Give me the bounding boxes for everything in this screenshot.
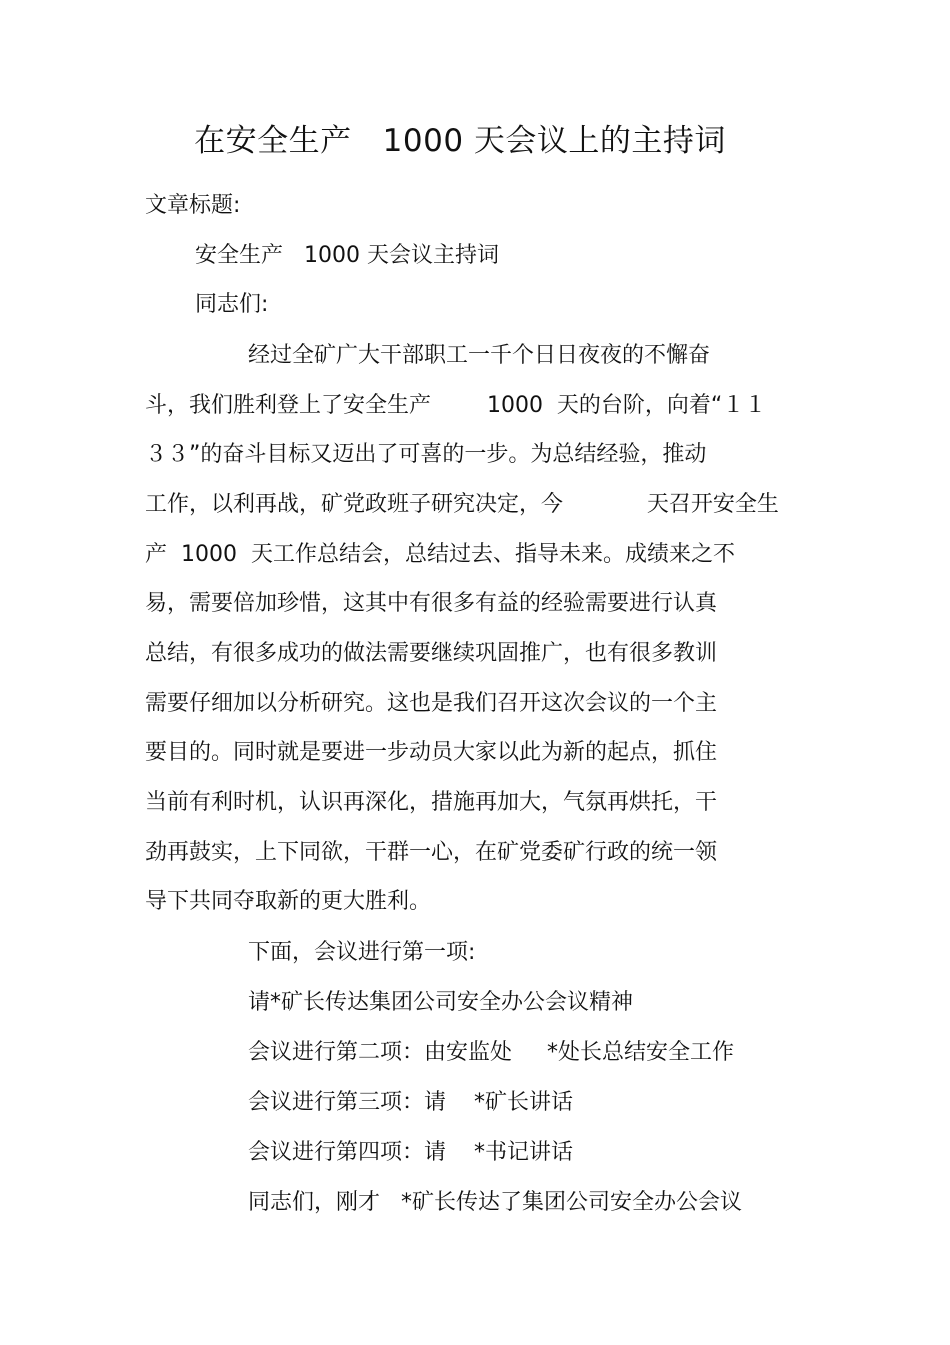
- paragraph-line: 产 1000 天工作总结会，总结过去、指导未来。成绩来之不: [145, 542, 735, 567]
- paragraph-line: 经过全矿广大干部职工一千个日日夜夜的不懈奋: [248, 343, 711, 368]
- paragraph-line: 需要仔细加以分析研究。这也是我们召开这次会议的一个主: [145, 691, 718, 716]
- agenda-line: 下面，会议进行第一项:: [248, 940, 476, 965]
- paragraph-line: 导下共同夺取新的更大胜利。: [145, 889, 432, 914]
- paragraph-line: 劲再鼓实，上下同欲，干群一心，在矿党委矿行政的统一领: [145, 840, 718, 865]
- paragraph-line: 要目的。同时就是要进一步动员大家以此为新的起点，抓住: [145, 740, 718, 765]
- agenda-line: 同志们，刚才 *矿长传达了集团公司安全办公会议: [248, 1190, 742, 1215]
- agenda-line: 会议进行第三项：请 *矿长讲话: [248, 1090, 573, 1115]
- paragraph-line: ３３”的奋斗目标又迈出了可喜的一步。为总结经验，推动: [145, 442, 707, 467]
- paragraph-line: 工作，以利再战，矿党政班子研究决定，今 天召开安全生: [145, 492, 779, 517]
- salutation: 同志们:: [195, 292, 269, 317]
- subtitle-line: 安全生产 1000 天会议主持词: [195, 243, 499, 268]
- paragraph-line: 总结，有很多成功的做法需要继续巩固推广，也有很多教训: [145, 641, 718, 666]
- paragraph-line: 斗，我们胜利登上了安全生产 1000 天的台阶，向着“１１: [145, 393, 767, 418]
- document-title: 在安全生产 1000 天会议上的主持词: [194, 123, 726, 159]
- agenda-line: 会议进行第二项：由安监处 *处长总结安全工作: [248, 1040, 734, 1065]
- paragraph-line: 易，需要倍加珍惜，这其中有很多有益的经验需要进行认真: [145, 591, 718, 616]
- label-line: 文章标题:: [145, 193, 241, 218]
- agenda-line: 会议进行第四项：请 *书记讲话: [248, 1140, 573, 1165]
- paragraph-line: 当前有利时机，认识再深化，措施再加大，气氛再烘托，干: [145, 790, 718, 815]
- agenda-line: 请*矿长传达集团公司安全办公会议精神: [248, 990, 634, 1015]
